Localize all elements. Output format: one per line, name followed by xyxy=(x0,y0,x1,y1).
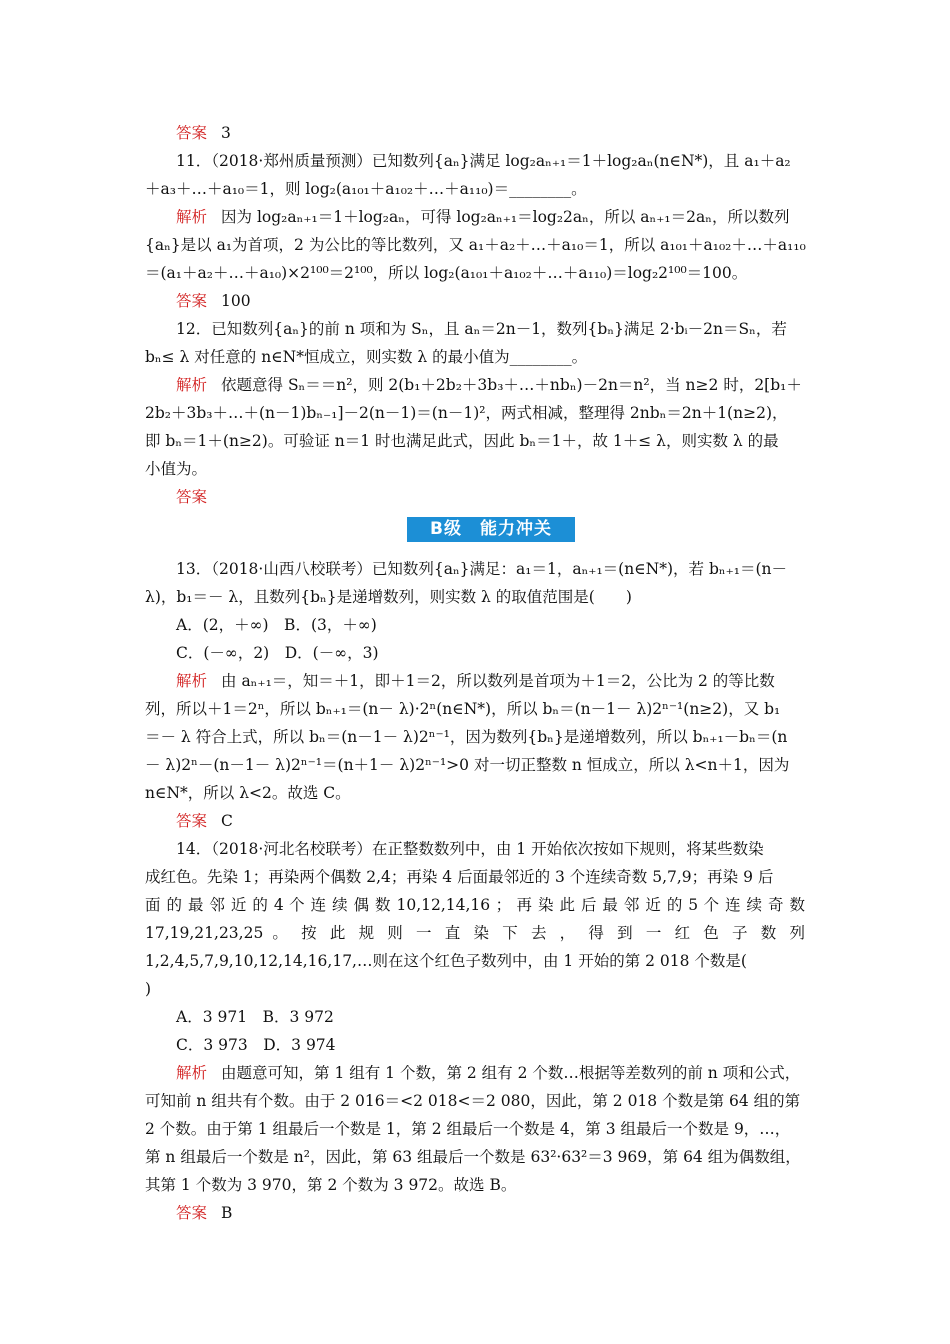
analysis-14-line-3: 2 个数。由于第 1 组最后一个数是 1，第 2 组最后一个数是 4，第 3 组最后一个数是 9，…， xyxy=(145,1120,791,1138)
question-14-options-cd: C．3 973 D．3 974 xyxy=(176,1036,336,1054)
question-12-line-2: bₙ≤ λ 对任意的 n∈N*恒成立，则实数 λ 的最小值为________。 xyxy=(145,348,588,366)
question-14-line-1: 14．（2018·河北名校联考）在正整数数列中，由 1 开始依次按如下规则，将某些数染 xyxy=(176,840,764,858)
question-14-line-2: 成红色。先染 1；再染两个偶数 2,4；再染 4 后面最邻近的 3 个连续奇数 5,7,9；再染 9 后 xyxy=(145,868,774,886)
analysis-13-line-1: 解析 由 aₙ₊₁＝，知＝＋1，即＋1＝2，所以数列是首项为＋1＝2，公比为 2 的等比数 xyxy=(176,672,775,690)
question-11-line-1: 11．（2018·郑州质量预测）已知数列{aₙ}满足 log₂aₙ₊₁＝1＋log₂aₙ(n∈N*)，且 a₁＋a₂ xyxy=(176,152,791,170)
analysis-14-line-5: 其第 1 个数为 3 970，第 2 个数为 3 972。故选 B。 xyxy=(145,1176,517,1194)
analysis-13-line-3: ＝－ λ 符合上式，所以 bₙ＝(n－1－ λ)2ⁿ⁻¹，因为数列{bₙ}是递增数列，所以 bₙ₊₁－bₙ＝(n xyxy=(145,728,788,746)
section-banner: B级 能力冲关 xyxy=(407,517,575,542)
question-14-options-ab: A．3 971 B．3 972 xyxy=(176,1008,334,1026)
analysis-12-line-2: 2b₂＋3b₃＋…＋(n－1)bₙ₋₁]－2(n－1)＝(n－1)²，两式相减，整理得 2nbₙ＝2n＋1(n≥2)， xyxy=(145,404,788,422)
question-14-line-4: 17,19,21,23,25 。 按 此 规 则 一 直 染 下 去 ， 得 到 一 红 色 子 数 列 xyxy=(145,924,805,942)
question-13-line-1: 13．（2018·山西八校联考）已知数列{aₙ}满足：a₁＝1，aₙ₊₁＝(n∈N*)，若 bₙ₊₁＝(n－ xyxy=(176,560,788,578)
answer-line-12: 答案 xyxy=(176,488,208,506)
question-13-options-ab: A．(2，＋∞) B．(3，＋∞) xyxy=(176,616,377,634)
question-12-line-1: 12．已知数列{aₙ}的前 n 项和为 Sₙ，且 aₙ＝2n－1，数列{bₙ}满足 2·bᵢ－2n＝Sₙ，若 xyxy=(176,320,787,338)
question-13-options-cd: C．(－∞，2) D．(－∞，3) xyxy=(176,644,379,662)
analysis-11-line-2: {aₙ}是以 a₁为首项，2 为公比的等比数列，又 a₁＋a₂＋…＋a₁₀＝1，所以 a₁₀₁＋a₁₀₂＋…＋a₁₁₀ xyxy=(145,236,806,254)
analysis-13-line-4: － λ)2ⁿ－(n－1－ λ)2ⁿ⁻¹＝(n＋1－ λ)2ⁿ⁻¹>0 对一切正整数 n 恒成立，所以 λ<n＋1，因为 xyxy=(145,756,790,774)
question-14-line-5: 1,2,4,5,7,9,10,12,14,16,17,…则在这个红色子数列中，由 1 开始的第 2 018 个数是( xyxy=(145,952,747,970)
analysis-13-line-2: 列，所以＋1＝2ⁿ，所以 bₙ₊₁＝(n－ λ)·2ⁿ(n∈N*)，所以 bₙ＝(n－1－ λ)2ⁿ⁻¹(n≥2)，又 b₁ xyxy=(145,700,781,718)
question-14-line-6: ) xyxy=(145,980,152,998)
question-11-line-2: ＋a₃＋…＋a₁₀＝1，则 log₂(a₁₀₁＋a₁₀₂＋…＋a₁₁₀)＝________。 xyxy=(145,180,587,198)
answer-line-11: 答案 100 xyxy=(176,292,251,310)
analysis-12-line-1: 解析 依题意得 Sₙ＝＝n²，则 2(b₁＋2b₂＋3b₃＋…＋nbₙ)－2n＝n²，当 n≥2 时，2[b₁＋ xyxy=(176,376,802,394)
analysis-14-line-1: 解析 由题意可知，第 1 组有 1 个数，第 2 组有 2 个数…根据等差数列的前 n 项和公式， xyxy=(176,1064,801,1082)
analysis-14-line-2: 可知前 n 组共有个数。由于 2 016＝<2 018<＝2 080，因此，第 2 018 个数是第 64 组的第 xyxy=(145,1092,801,1110)
answer-line-13: 答案 C xyxy=(176,812,233,830)
analysis-13-line-5: n∈N*，所以 λ<2。故选 C。 xyxy=(145,784,351,802)
answer-line-14: 答案 B xyxy=(176,1204,233,1222)
question-14-line-3: 面 的 最 邻 近 的 4 个 连 续 偶 数 10,12,14,16 ； 再 染 此 后 最 邻 近 的 5 个 连 续 奇 数 xyxy=(145,896,805,914)
answer-line-10: 答案 3 xyxy=(176,124,231,142)
analysis-11-line-1: 解析 因为 log₂aₙ₊₁＝1＋log₂aₙ，可得 log₂aₙ₊₁＝log₂2aₙ，所以 aₙ₊₁＝2aₙ，所以数列 xyxy=(176,208,790,226)
analysis-11-line-3: ＝(a₁＋a₂＋…＋a₁₀)×2¹⁰⁰＝2¹⁰⁰，所以 log₂(a₁₀₁＋a₁₀₂＋…＋a₁₁₀)＝log₂2¹⁰⁰＝100。 xyxy=(145,264,748,282)
analysis-12-line-4: 小值为。 xyxy=(145,460,208,478)
analysis-14-line-4: 第 n 组最后一个数是 n²，因此，第 63 组最后一个数是 63²·63²＝3 969，第 64 组为偶数组， xyxy=(145,1148,801,1166)
question-13-line-2: λ)，b₁＝－ λ，且数列{bₙ}是递增数列，则实数 λ 的取值范围是( ) xyxy=(145,588,632,606)
analysis-12-line-3: 即 bₙ＝1＋(n≥2)。可验证 n＝1 时也满足此式，因此 bₙ＝1＋，故 1＋≤ λ，则实数 λ 的最 xyxy=(145,432,779,450)
